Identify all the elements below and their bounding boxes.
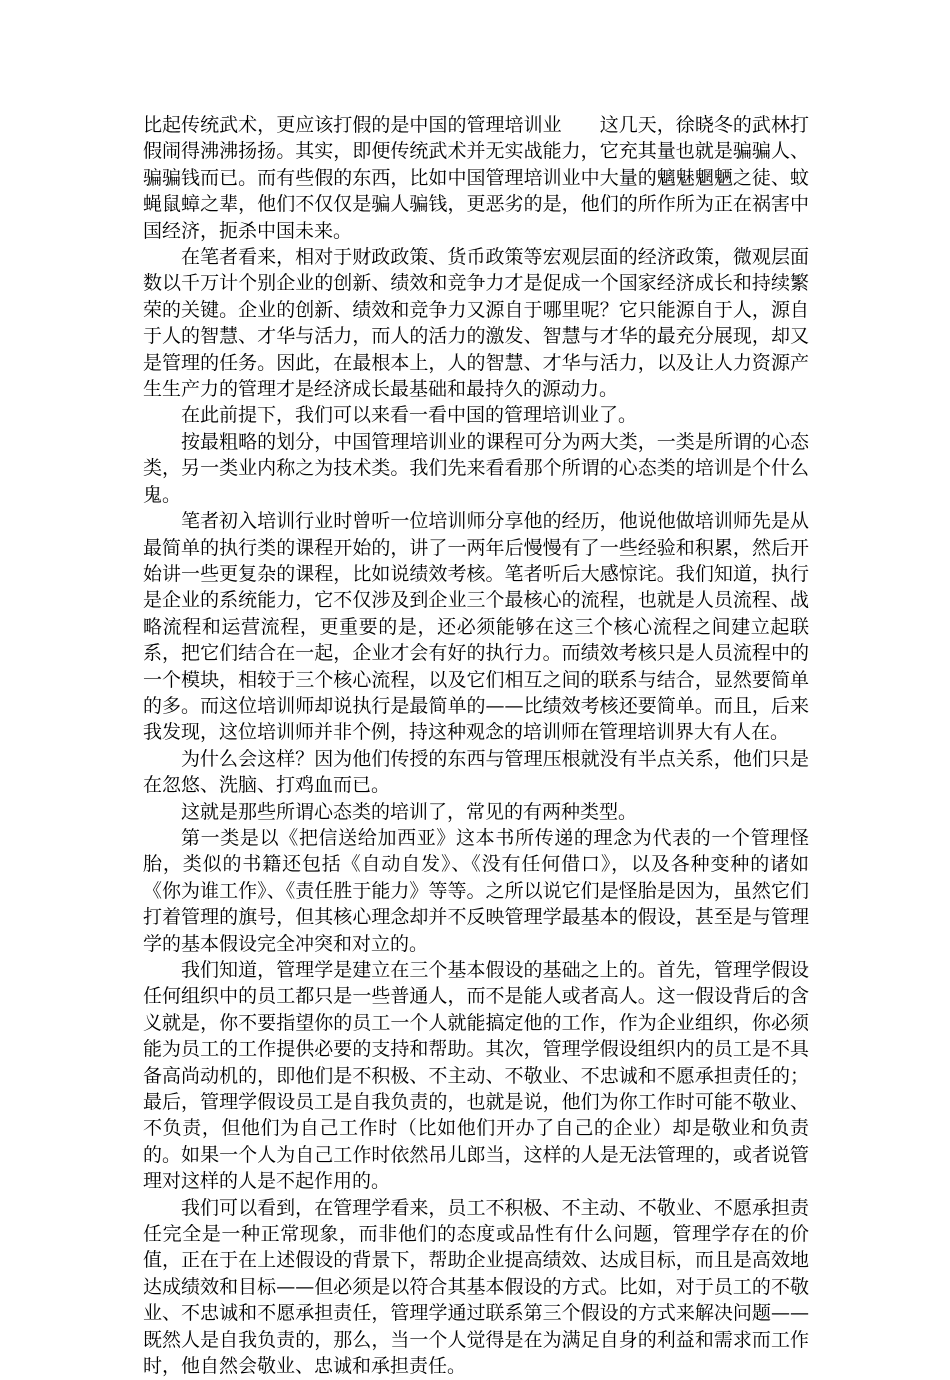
paragraph: 我们可以看到，在管理学看来，员工不积极、不主动、不敬业、不愿承担责任完全是一种正常现象，而非他们的态度或品性有什么问题，管理学存在的价值，正在于在上述假设的背景下，帮助企业提高绩效、达成目标，而且是高效地达成绩效和目标——但必须是以符合其基本假设的方式。比如，对于员工的不敬业、不忠诚和不愿承担责任，管理学通过联系第三个假设的方式来解决问题——既然人是自我负责的，那么，当一个人觉得是在为满足自身的利益和需求而工作时，他自然会敬业、忠诚和承担责任。 — [143, 1196, 809, 1378]
paragraph: 为什么会这样？因为他们传授的东西与管理压根就没有半点关系，他们只是在忽悠、洗脑、打鸡血而已。 — [143, 747, 809, 797]
paragraph: 第一类是以《把信送给加西亚》这本书所传递的理念为代表的一个管理怪胎，类似的书籍还包括《自动自发》、《没有任何借口》，以及各种变种的诸如《你为谁工作》、《责任胜于能力》等等。之所以说它们是怪胎是因为，虽然它们打着管理的旗号，但其核心理念却并不反映管理学最基本的假设，甚至是与管理学的基本假设完全冲突和对立的。 — [143, 826, 809, 955]
paragraph: 我们知道，管理学是建立在三个基本假设的基础之上的。首先，管理学假设任何组织中的员工都只是一些普通人，而不是能人或者高人。这一假设背后的含义就是，你不要指望你的员工一个人就能搞定他的工作，作为企业组织，你必须能为员工的工作提供必要的支持和帮助。其次，管理学假设组织内的员工是不具备高尚动机的，即他们是不积极、不主动、不敬业、不忠诚和不愿承担责任的；最后，管理学假设员工是自我负责的，也就是说，他们为你工作时可能不敬业、不负责，但他们为自己工作时（比如他们开办了自己的企业）却是敬业和负责的。如果一个人为自己工作时依然吊儿郎当，这样的人是无法管理的，或者说管理对这样的人是不起作用的。 — [143, 959, 809, 1193]
paragraph: 笔者初入培训行业时曾听一位培训师分享他的经历，他说他做培训师先是从最简单的执行类的课程开始的，讲了一两年后慢慢有了一些经验和积累，然后开始讲一些更复杂的课程，比如说绩效考核。笔者听后大感惊诧。我们知道，执行是企业的系统能力，它不仅涉及到企业三个最核心的流程，也就是人员流程、战略流程和运营流程，更重要的是，还必须能够在这三个核心流程之间建立起联系，把它们结合在一起，企业才会有好的执行力。而绩效考核只是人员流程中的一个模块，相较于三个核心流程，以及它们相互之间的联系与结合，显然要简单的多。而这位培训师却说执行是最简单的——比绩效考核还要简单。而且，后来我发现，这位培训师并非个例，持这种观念的培训师在管理培训界大有人在。 — [143, 510, 809, 744]
paragraph: 按最粗略的划分，中国管理培训业的课程可分为两大类，一类是所谓的心态类，另一类业内称之为技术类。我们先来看看那个所谓的心态类的培训是个什么鬼。 — [143, 430, 809, 506]
document-body — [143, 112, 809, 1380]
paragraph-title-intro: 比起传统武术，更应该打假的是中国的管理培训业 这几天，徐晓冬的武林打假闹得沸沸扬扬。其实，即便传统武术并无实战能力，它充其量也就是骗骗人、骗骗钱而已。而有些假的东西，比如中国管理培训业中大量的魑魅魍魉之徒、蚊蝇鼠蟑之辈，他们不仅仅是骗人骗钱，更恶劣的是，他们的所作所为正在祸害中国经济，扼杀中国未来。 — [143, 114, 809, 242]
paragraph: 在笔者看来，相对于财政政策、货币政策等宏观层面的经济政策，微观层面数以千万计个别企业的创新、绩效和竞争力才是促成一个国家经济成长和持续繁荣的关键。企业的创新、绩效和竞争力又源自于哪里呢？它只能源自于人，源自于人的智慧、才华与活力，而人的活力的激发、智慧与才华的最充分展现，却又是管理的任务。因此，在最根本上，人的智慧、才华与活力，以及让人力资源产生生产力的管理才是经济成长最基础和最持久的源动力。 — [143, 246, 809, 401]
paragraph: 这就是那些所谓心态类的培训了，常见的有两种类型。 — [181, 800, 638, 823]
paragraph: 在此前提下，我们可以来看一看中国的管理培训业了。 — [181, 404, 638, 427]
